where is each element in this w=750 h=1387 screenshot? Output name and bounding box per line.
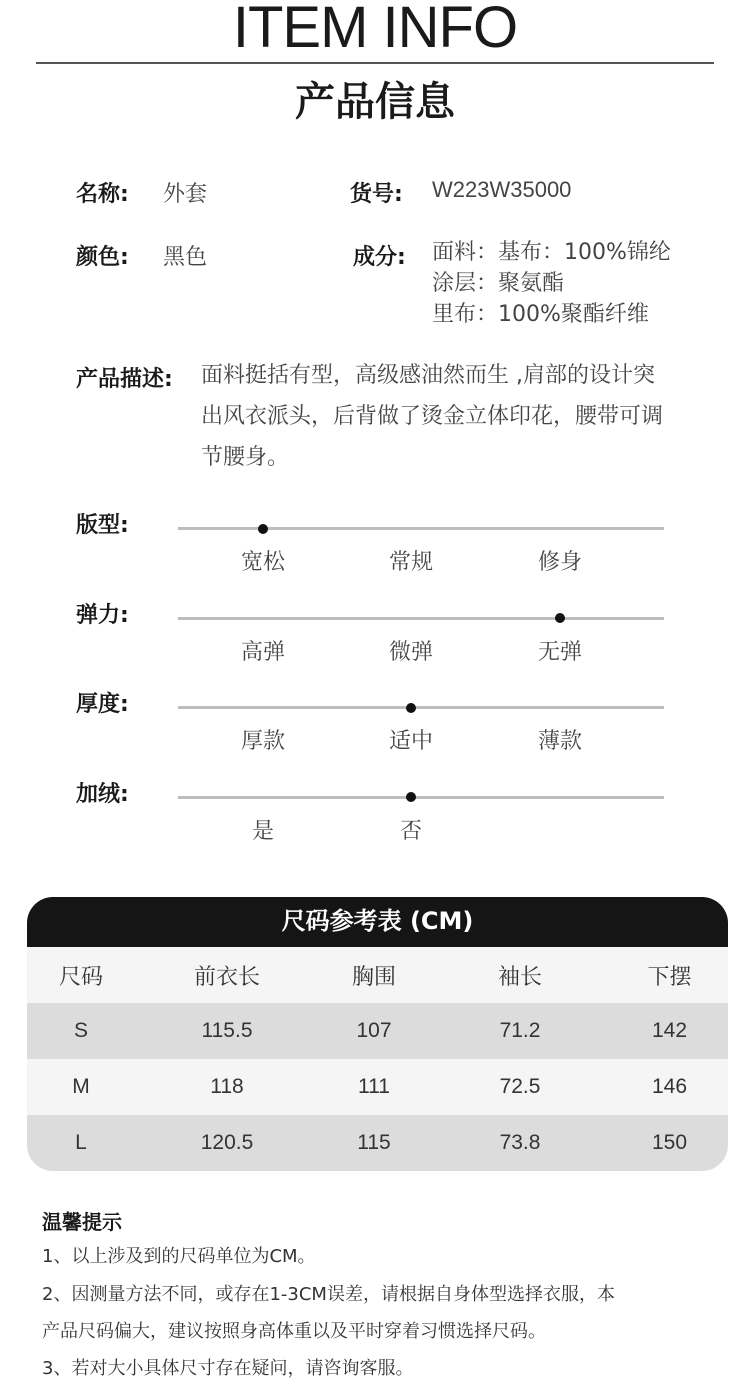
- table-cell: 72.5: [499, 1075, 541, 1098]
- attribute-option: 厚款: [240, 729, 285, 754]
- attribute-marker: [406, 792, 416, 802]
- attribute-option: 是: [251, 818, 274, 844]
- title-chinese: 产品信息: [295, 79, 455, 125]
- table-cell: 71.2: [499, 1019, 541, 1042]
- color-value: 黑色: [163, 245, 208, 270]
- size-table: [27, 897, 728, 1171]
- table-cell: 115: [357, 1131, 391, 1154]
- table-cell: 73.8: [499, 1131, 541, 1154]
- attribute-label: 版型:: [76, 513, 129, 538]
- description-label: 产品描述:: [76, 367, 173, 392]
- table-cell: 120.5: [200, 1131, 254, 1154]
- table-cell: L: [75, 1131, 87, 1154]
- tip-line: 1、以上涉及到的尺码单位为CM。: [42, 1246, 316, 1267]
- composition-line: 里布：100%聚酯纤维: [432, 302, 649, 327]
- attribute-marker: [406, 703, 416, 713]
- attribute-track: [178, 706, 664, 709]
- table-cell: 150: [651, 1131, 688, 1154]
- attribute-label: 厚度:: [76, 692, 129, 717]
- attribute-track: [178, 617, 664, 620]
- header-cell: 袖长: [497, 964, 542, 990]
- size-table-title: 尺码参考表 (CM): [27, 897, 728, 947]
- attribute-marker: [555, 613, 565, 623]
- table-cell: 142: [651, 1019, 688, 1042]
- table-cell: 115.5: [201, 1019, 253, 1042]
- composition-line: 面料：基布：100%锦纶: [432, 240, 671, 265]
- attribute-label: 弹力:: [76, 602, 129, 628]
- attribute-option: 宽松: [240, 550, 285, 575]
- description-text: [201, 355, 663, 478]
- header-cell: 胸围: [351, 964, 396, 990]
- table-cell: 146: [651, 1075, 688, 1098]
- description-line: 面料挺括有型，高级感油然而生 ,肩部的设计突: [201, 363, 655, 388]
- attribute-option: 否: [399, 818, 422, 844]
- attribute-option: 微弹: [388, 639, 433, 665]
- sku-value: W223W35000: [432, 177, 572, 202]
- attribute-option: 无弹: [537, 639, 582, 665]
- tips-title: 温馨提示: [42, 1210, 122, 1234]
- description-line: 节腰身。: [201, 445, 290, 470]
- title-english: ITEM INFO: [232, 0, 518, 60]
- tip-line: 3、若对大小具体尺寸存在疑问，请咨询客服。: [42, 1358, 414, 1379]
- attribute-track: [178, 527, 664, 530]
- attribute-label: 加绒:: [76, 781, 129, 807]
- attribute-track: [178, 796, 664, 799]
- table-cell: 118: [210, 1075, 244, 1098]
- composition-line: 涂层：聚氨酯: [432, 271, 565, 296]
- attribute-option: 常规: [388, 550, 433, 575]
- description-line: 出风衣派头，后背做了烫金立体印花，腰带可调: [201, 404, 664, 429]
- sku-label: 货号:: [350, 182, 403, 207]
- composition-list: [432, 237, 671, 330]
- table-cell: S: [73, 1019, 88, 1042]
- size-table-header-row: [27, 947, 728, 1003]
- attribute-marker: [258, 524, 268, 534]
- table-row: [27, 1003, 728, 1059]
- name-label: 名称:: [76, 182, 129, 207]
- attribute-option: 修身: [537, 550, 582, 575]
- color-label: 颜色:: [76, 245, 129, 270]
- attribute-option: 高弹: [240, 639, 285, 665]
- attribute-option: 薄款: [537, 729, 582, 754]
- table-cell: M: [72, 1075, 90, 1098]
- header-cell: 尺码: [58, 964, 103, 990]
- header-cell: 下摆: [647, 964, 692, 990]
- header-cell: 前衣长: [193, 964, 260, 990]
- table-cell: 107: [356, 1019, 392, 1042]
- table-row: [27, 1059, 728, 1115]
- composition-label: 成分:: [353, 245, 406, 270]
- table-cell: 111: [358, 1075, 390, 1098]
- title-divider: [36, 62, 714, 64]
- tip-line: 产品尺码偏大，建议按照身高体重以及平时穿着习惯选择尺码。: [42, 1321, 546, 1342]
- table-row: [27, 1115, 728, 1171]
- attribute-option: 适中: [388, 729, 433, 754]
- name-value: 外套: [163, 182, 208, 207]
- tip-line: 2、因测量方法不同，或存在1-3CM误差，请根据自身体型选择衣服，本: [42, 1284, 615, 1305]
